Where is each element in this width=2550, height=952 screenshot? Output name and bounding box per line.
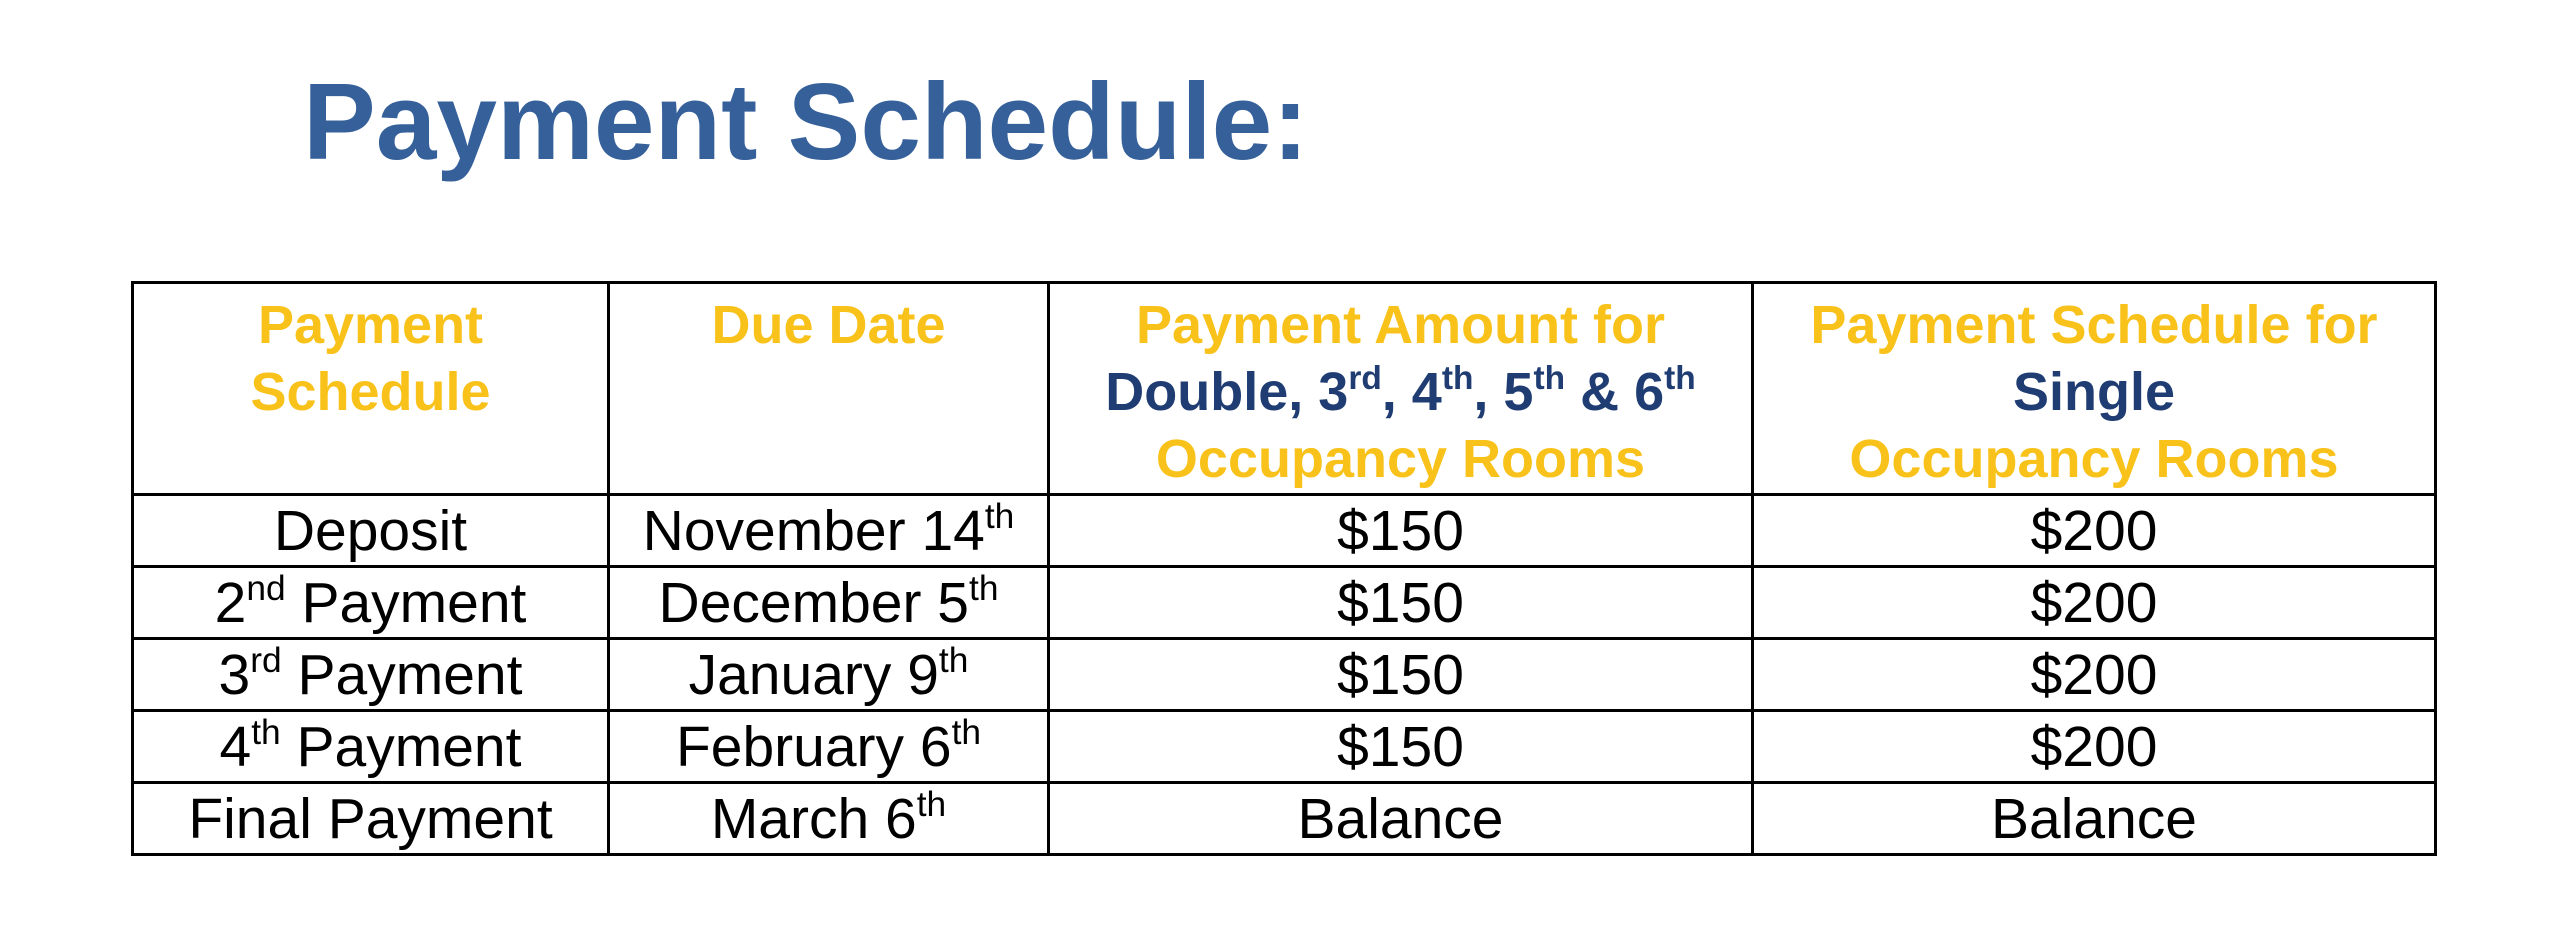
payment-cell: [133, 567, 609, 639]
payment-cell: [133, 783, 609, 855]
payment-text: Deposit: [273, 498, 468, 563]
due-date-cell: [609, 567, 1049, 639]
header-text: & 6: [1565, 362, 1665, 422]
due-date-text: November 14: [642, 498, 985, 563]
due-date-text: December 5: [658, 570, 969, 635]
ordinal-suffix: th: [984, 496, 1015, 536]
single-amount-cell: $200: [1753, 567, 2436, 639]
payment-text: 2: [214, 570, 247, 635]
payment-text: 4: [219, 714, 252, 779]
payment-cell: [133, 639, 609, 711]
double-amount-cell: $150: [1049, 567, 1753, 639]
header-line: Due Date: [711, 295, 946, 355]
double-amount-cell: $150: [1049, 711, 1753, 783]
table-row: [133, 567, 2436, 639]
header-line: Occupancy Rooms: [1849, 429, 2339, 489]
payment-text: 3: [218, 642, 251, 707]
due-date-text: February 6: [675, 714, 952, 779]
table-header-row: [133, 283, 2436, 495]
ordinal-suffix: th: [951, 712, 982, 752]
ordinal-suffix: th: [938, 640, 969, 680]
header-text: , 4: [1381, 362, 1442, 422]
header-line: Payment Amount for: [1135, 295, 1666, 355]
header-due-date: [609, 283, 1049, 495]
single-amount-cell: $200: [1753, 711, 2436, 783]
single-amount-cell: $200: [1753, 639, 2436, 711]
ordinal-suffix: rd: [250, 640, 282, 680]
double-amount-cell: $150: [1049, 495, 1753, 567]
table-row: [133, 711, 2436, 783]
header-line: Occupancy Rooms: [1155, 429, 1646, 489]
header-double-occupancy: [1049, 283, 1753, 495]
ordinal-suffix: th: [916, 784, 947, 824]
payment-schedule-table: [131, 281, 2437, 856]
payment-text: Payment: [285, 570, 527, 635]
table-row: [133, 783, 2436, 855]
ordinal-suffix: th: [251, 712, 281, 752]
payment-cell: [133, 495, 609, 567]
ordinal-suffix: nd: [246, 568, 286, 608]
double-amount-cell: Balance: [1049, 783, 1753, 855]
page-title: Payment Schedule:: [303, 61, 1309, 183]
payment-cell: [133, 711, 609, 783]
table-row: [133, 639, 2436, 711]
header-line-rooms-list: [1050, 359, 1751, 426]
payment-text: Payment: [280, 714, 522, 779]
table-row: [133, 495, 2436, 567]
ordinal-suffix: th: [1664, 360, 1696, 398]
ordinal-suffix: th: [1533, 360, 1566, 398]
due-date-cell: [609, 711, 1049, 783]
header-single-occupancy: [1753, 283, 2436, 495]
payment-text: Final Payment: [188, 786, 553, 851]
single-amount-cell: $200: [1753, 495, 2436, 567]
due-date-text: March 6: [710, 786, 917, 851]
header-text: , 5: [1473, 362, 1534, 422]
due-date-cell: [609, 783, 1049, 855]
due-date-cell: [609, 495, 1049, 567]
header-payment-schedule: [133, 283, 609, 495]
payment-text: Payment: [281, 642, 523, 707]
header-line-single: Single: [2012, 362, 2176, 422]
ordinal-suffix: th: [969, 568, 999, 608]
header-line: Payment: [257, 295, 484, 355]
single-amount-cell: Balance: [1753, 783, 2436, 855]
header-line: Schedule: [250, 362, 491, 422]
header-text: Double, 3: [1105, 362, 1349, 422]
header-line: Payment Schedule for: [1810, 295, 2378, 355]
ordinal-suffix: th: [1441, 360, 1474, 398]
due-date-text: January 9: [688, 642, 939, 707]
due-date-cell: [609, 639, 1049, 711]
double-amount-cell: $150: [1049, 639, 1753, 711]
ordinal-suffix: rd: [1348, 360, 1382, 398]
